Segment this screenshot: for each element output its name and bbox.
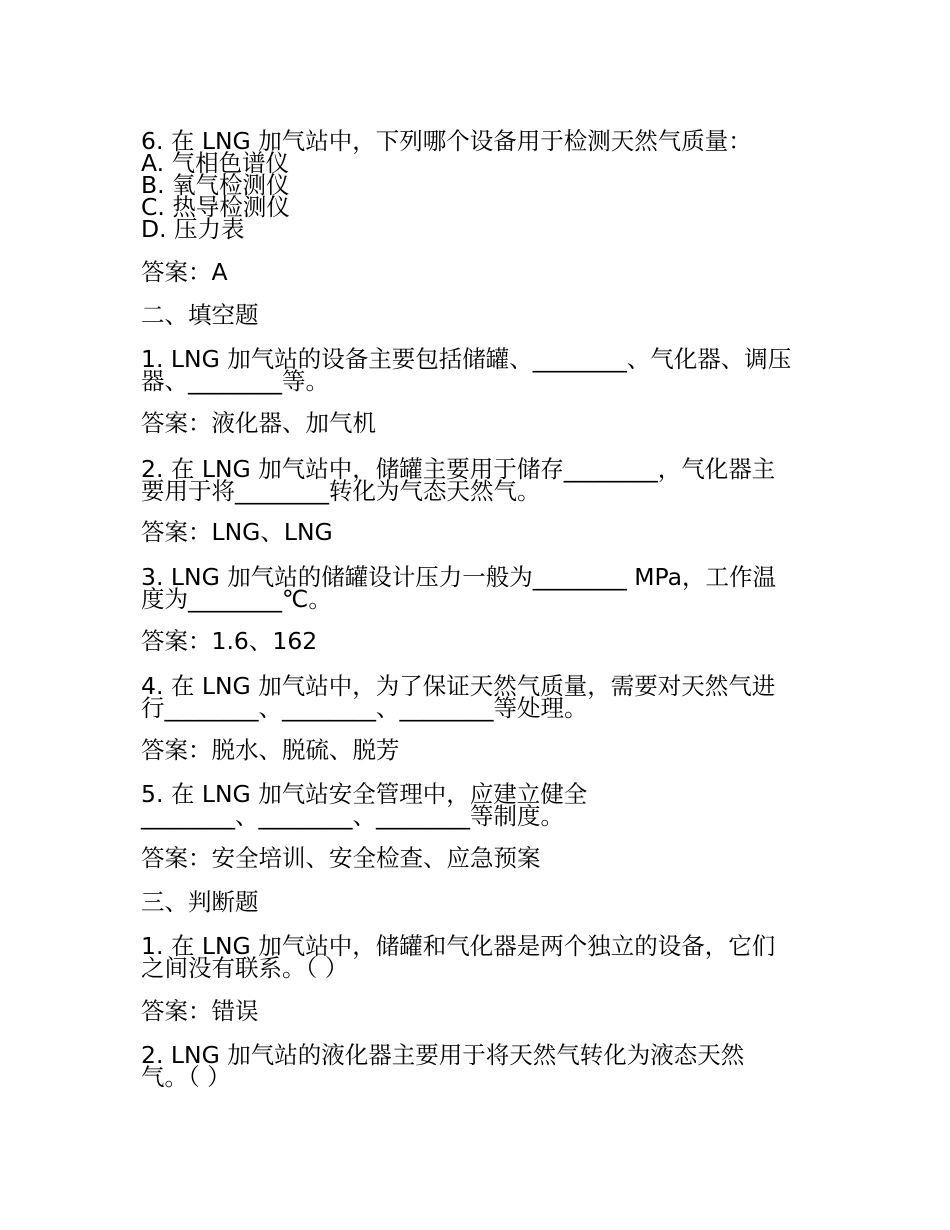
fill-question-5 <box>141 780 588 830</box>
answer: 答案：液化器、加气机 <box>141 409 376 437</box>
answer: 答案：A <box>141 258 228 286</box>
answer: 答案：LNG、LNG <box>141 518 333 546</box>
question-stem: 6. 在 LNG 加气站中，下列哪个设备用于检测天然气质量： <box>141 127 752 155</box>
judge-question-2 <box>141 1041 745 1091</box>
question-line: 3. LNG 加气站的储罐设计压力一般为________ MPa，工作温 <box>141 563 777 591</box>
question-line: 1. LNG 加气站的设备主要包括储罐、________、气化器、调压 <box>141 345 792 373</box>
answer: 答案：1.6、162 <box>141 627 318 655</box>
question-line: 1. 在 LNG 加气站中，储罐和气化器是两个独立的设备，它们 <box>141 932 776 960</box>
judge-question-1 <box>141 932 776 982</box>
fill-question-4 <box>141 672 776 722</box>
question-line: ________、________、________等制度。 <box>141 802 564 830</box>
option-b: B. 氧气检测仪 <box>141 171 290 199</box>
question-line: 之间没有联系。（ ） <box>141 954 349 982</box>
option-c: C. 热导检测仪 <box>141 193 290 221</box>
option-a: A. 气相色谱仪 <box>141 149 290 177</box>
answer: 答案：错误 <box>141 997 259 1025</box>
question-6 <box>141 127 752 243</box>
question-line: 气。（ ） <box>141 1063 231 1091</box>
question-line: 5. 在 LNG 加气站安全管理中，应建立健全 <box>141 780 588 808</box>
fill-question-3 <box>141 563 777 613</box>
question-line: 4. 在 LNG 加气站中，为了保证天然气质量，需要对天然气进 <box>141 672 776 700</box>
question-line: 要用于将________转化为气态天然气。 <box>141 477 541 505</box>
section-title: 二、填空题 <box>141 301 259 329</box>
section-title: 三、判断题 <box>141 888 259 916</box>
question-line: 行________、________、________等处理。 <box>141 694 588 722</box>
fill-question-1 <box>141 345 792 395</box>
question-line: 度为________℃。 <box>141 585 332 613</box>
fill-question-2 <box>141 455 776 505</box>
option-d: D. 压力表 <box>141 215 245 243</box>
question-line: 器、________等。 <box>141 367 329 395</box>
question-line: 2. 在 LNG 加气站中，储罐主要用于储存________，气化器主 <box>141 455 776 483</box>
question-line: 2. LNG 加气站的液化器主要用于将天然气转化为液态天然 <box>141 1041 745 1069</box>
answer: 答案：脱水、脱硫、脱芳 <box>141 736 400 764</box>
answer: 答案：安全培训、安全检查、应急预案 <box>141 844 541 872</box>
